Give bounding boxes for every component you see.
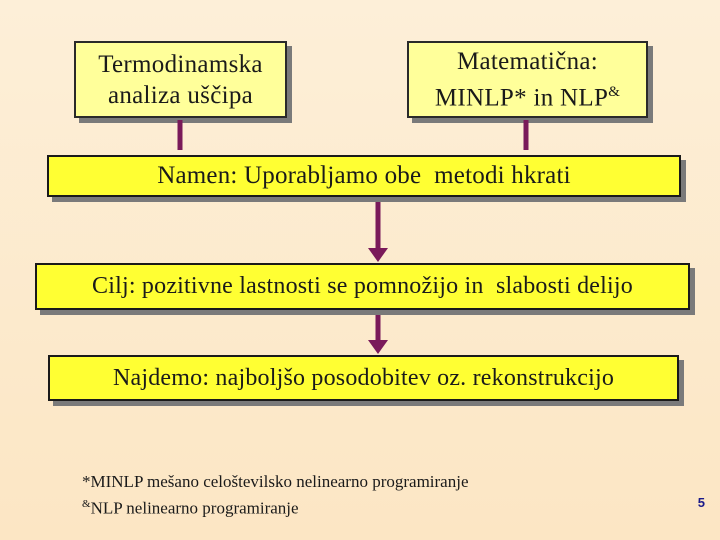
footnotes [82, 471, 468, 520]
thermo-line1: Termodinamska [98, 50, 263, 78]
goal-text: Cilj: pozitivne lastnosti se pomnožijo in slabosti delijo [92, 273, 633, 299]
purpose-text: Namen: Uporabljamo obe metodi hkrati [157, 162, 571, 189]
result-text: Najdemo: najboljšo posodobitev oz. rekonstrukcijo [112, 364, 615, 391]
result-box [48, 355, 679, 401]
math-line2-sup: & [608, 83, 621, 100]
footnote-nlp-text: NLP nelinearno programiranje [90, 498, 299, 518]
footnote-nlp [82, 493, 468, 520]
thermo-line2: analiza uščipa [107, 81, 254, 109]
goal-box [35, 263, 690, 310]
math-line2-text: MINLP* in NLP [434, 84, 609, 112]
footnote-nlp-mark: & [82, 498, 91, 510]
footnote-minlp: *MINLP mešano celoštevilsko nelinearno programiranje [82, 472, 469, 491]
page-number: 5 [697, 495, 705, 510]
purpose-box [47, 155, 681, 197]
math-line1: Matematična: [456, 47, 599, 75]
